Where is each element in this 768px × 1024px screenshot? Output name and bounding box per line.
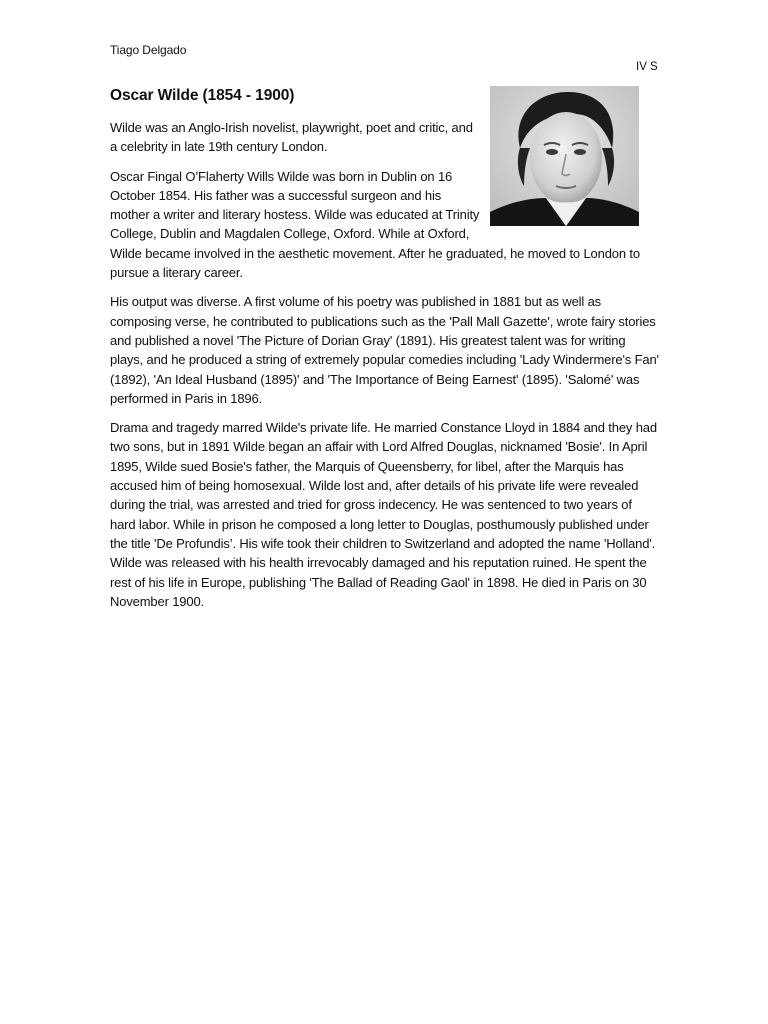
paragraph-career: His output was diverse. A first volume of his poetry was published in 1881 but as well as composing verse, he contributed to publications such as the 'Pall Mall Gazette', wrote fairy stories and published a novel 'The Picture of Dorian Gray' (1891). His greatest talent was for writing plays, and he produced a string of extremely popular comedies including 'Lady Windermere's Fan' (1892), 'An Ideal Husband (1895)' and 'The Importance of Being Earnest' (1895). 'Salomé' was performed in Paris in 1896. bbox=[110, 294, 659, 406]
image-wrap-spacer bbox=[480, 167, 660, 225]
paragraph-early-life: Oscar Fingal O’Flaherty Wills Wilde was born in Dublin on 16 October 1854. His father was a successful surgeon and his mother a writer and literary hostess. Wilde was educated at Trinity College, Dublin and Magdalen College, Oxford. While at Oxford, Wilde became involved in the aesthetic movement. After he graduated, he moved to London to pursue a literary career. bbox=[110, 167, 660, 283]
author-name: Tiago Delgado bbox=[110, 43, 187, 57]
article-body bbox=[110, 118, 660, 621]
paragraph-private-life: Drama and tragedy marred Wilde's private life. He married Constance Lloyd in 1884 and they had two sons, but in 1891 Wilde began an affair with Lord Alfred Douglas, nicknamed 'Bosie'. In April 1895, Wilde sued Bosie's father, the Marquis of Queensberry, for libel, after the Marquis has accused him of being homosexual. Wilde lost and, after details of his private life were revealed during the trial, was arrested and tried for gross indecency. He was sentenced to two years of hard labor. While in prison he composed a long letter to Douglas, posthumously published under the title 'De Profundis’. His wife took their children to Switzerland and adopted the name 'Holland'. Wilde was released with his health irrevocably damaged and his reputation ruined. He spent the rest of his life in Europe, publishing 'The Ballad of Reading Gaol' in 1898. He died in Paris on 30 November 1900. bbox=[110, 420, 657, 609]
article-title: Oscar Wilde (1854 - 1900) bbox=[110, 87, 295, 104]
paragraph-intro: Wilde was an Anglo-Irish novelist, playwright, poet and critic, and a celebrity in late 19th century London. bbox=[110, 120, 473, 155]
class-code: IV S bbox=[636, 61, 658, 73]
